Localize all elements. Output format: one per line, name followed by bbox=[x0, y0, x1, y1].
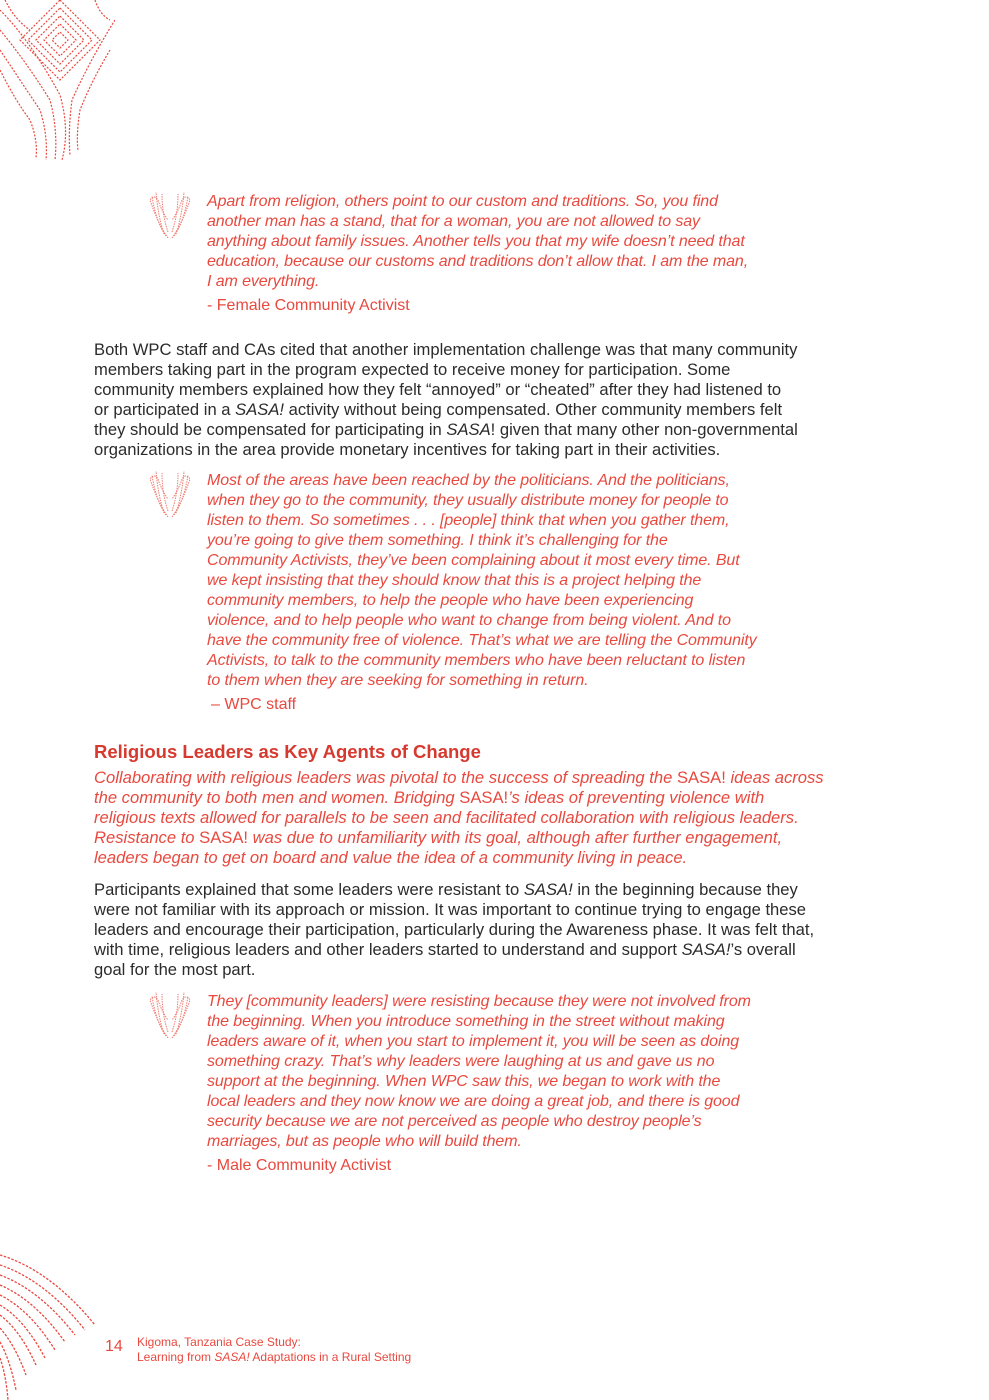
quote-3-attribution: - Male Community Activist bbox=[207, 1157, 392, 1174]
quote-line: listen to them. So sometimes . . . [people] think that when you gather them, bbox=[207, 512, 730, 529]
quote-line: Community Activists, they’ve been complaining about it most every time. But bbox=[207, 552, 740, 569]
paragraph-line: goal for the most part. bbox=[94, 960, 256, 979]
sasa-emphasis: SASA! bbox=[214, 1350, 250, 1364]
paragraph-line bbox=[94, 400, 894, 420]
quote-line: support at the beginning. When WPC saw this, we began to work with the bbox=[207, 1073, 721, 1090]
sasa-emphasis: SASA bbox=[446, 420, 491, 439]
footer-title-line-2 bbox=[137, 1350, 411, 1365]
corner-pattern-top bbox=[0, 0, 115, 160]
quote-line: something crazy. That’s why leaders were laughing at us and gave us no bbox=[207, 1053, 715, 1070]
quote-line: we kept insisting that they should know that this is a project helping the bbox=[207, 572, 702, 589]
quote-line: local leaders and they now know we are doing a great job, and there is good bbox=[207, 1093, 740, 1110]
body-paragraph-2 bbox=[94, 880, 894, 980]
quote-line: another man has a stand, that for a woman, you are not allowed to say bbox=[207, 213, 700, 230]
lead-line: religious texts allowed for parallels to be seen and facilitated collaboration with religious leaders. bbox=[94, 808, 799, 827]
paragraph-line bbox=[94, 420, 894, 440]
text-run: ! given that many other non-governmental bbox=[490, 420, 798, 439]
lead-line bbox=[94, 828, 899, 848]
section-heading: Religious Leaders as Key Agents of Change bbox=[94, 741, 481, 762]
quote-line: marriages, but as people who will build them. bbox=[207, 1133, 522, 1150]
text-run: activity without being compensated. Other community members felt bbox=[284, 400, 783, 419]
lead-line: leaders began to get on board and value the idea of a community living in peace. bbox=[94, 848, 688, 867]
quote-line: anything about family issues. Another tells you that my wife doesn’t need that bbox=[207, 233, 745, 250]
quote-line: Activists, to talk to the community members who have been reluctant to listen bbox=[207, 652, 746, 669]
hands-icon bbox=[146, 188, 194, 240]
text-run: ’s ideas of preventing violence with bbox=[508, 788, 765, 807]
quote-line: leaders aware of it, when you start to implement it, you will be seen as doing bbox=[207, 1033, 740, 1050]
text-run: they should be compensated for participating in bbox=[94, 420, 447, 439]
paragraph-line: Both WPC staff and CAs cited that another implementation challenge was that many community bbox=[94, 340, 798, 359]
quote-line: when they go to the community, they usually distribute money for people to bbox=[207, 492, 729, 509]
text-run: ’s overall bbox=[730, 940, 796, 959]
paragraph-line bbox=[94, 940, 894, 960]
paragraph-line: leaders and encourage their participation, particularly during the Awareness phase. It was felt that, bbox=[94, 920, 815, 939]
lead-line bbox=[94, 788, 899, 808]
quote-line: Apart from religion, others point to our custom and traditions. So, you find bbox=[207, 193, 718, 210]
quote-1-attribution: - Female Community Activist bbox=[207, 297, 410, 314]
quote-line: you’re going to give them something. I think it’s challenging for the bbox=[207, 532, 668, 549]
text-run: with time, religious leaders and other leaders started to understand and support bbox=[94, 940, 682, 959]
sasa-emphasis: SASA! bbox=[235, 400, 285, 419]
hands-icon bbox=[146, 467, 194, 519]
sasa-emphasis: SASA! bbox=[681, 940, 731, 959]
quote-line: I am everything. bbox=[207, 273, 320, 290]
quote-2-attribution: – WPC staff bbox=[211, 696, 297, 713]
quote-1-text bbox=[207, 192, 827, 292]
paragraph-line: members taking part in the program expected to receive money for participation. Some bbox=[94, 360, 731, 379]
paragraph-line: organizations in the area provide monetary incentives for taking part in their activities. bbox=[94, 440, 721, 459]
text-run: Participants explained that some leaders were resistant to bbox=[94, 880, 524, 899]
quote-3-text bbox=[207, 992, 827, 1152]
text-run: Learning from bbox=[137, 1350, 215, 1364]
quote-line: Most of the areas have been reached by the politicians. And the politicians, bbox=[207, 472, 730, 489]
paragraph-line: community members explained how they felt “annoyed” or “cheated” after they had listened to bbox=[94, 380, 782, 399]
paragraph-line bbox=[94, 880, 894, 900]
quote-line: education, because our customs and traditions don’t allow that. I am the man, bbox=[207, 253, 749, 270]
quote-2-text bbox=[207, 471, 827, 691]
quote-line: the beginning. When you introduce something in the street without making bbox=[207, 1013, 725, 1030]
quote-line: to them when they are seeking for something in return. bbox=[207, 672, 589, 689]
lead-line bbox=[94, 768, 899, 788]
text-run: or participated in a bbox=[94, 400, 236, 419]
quote-line: They [community leaders] were resisting because they were not involved from bbox=[207, 993, 751, 1010]
text-run: Adaptations in a Rural Setting bbox=[249, 1350, 412, 1364]
quote-line: community members, to help the people who have been experiencing bbox=[207, 592, 694, 609]
text-run: in the beginning because they bbox=[572, 880, 798, 899]
text-run: Resistance to bbox=[94, 828, 200, 847]
paragraph-line: were not familiar with its approach or mission. It was important to continue trying to engage these bbox=[94, 900, 807, 919]
sasa-emphasis: SASA! bbox=[523, 880, 573, 899]
corner-pattern-bottom bbox=[0, 1250, 110, 1400]
hands-icon bbox=[146, 988, 194, 1040]
sasa-name: SASA! bbox=[676, 768, 726, 787]
text-run: Collaborating with religious leaders was pivotal to the success of spreading the bbox=[94, 768, 677, 787]
text-run: the community to both men and women. Bridging bbox=[94, 788, 460, 807]
body-paragraph-1 bbox=[94, 340, 894, 460]
footer-title-line-1: Kigoma, Tanzania Case Study: bbox=[137, 1335, 301, 1349]
section-lead bbox=[94, 768, 899, 868]
text-run: was due to unfamiliarity with its goal, although after further engagement, bbox=[248, 828, 783, 847]
quote-line: have the community free of violence. That’s what we are telling the Community bbox=[207, 632, 757, 649]
quote-line: security because we are not perceived as people who destroy people’s bbox=[207, 1113, 702, 1130]
quote-line: violence, and to help people who want to change from being violent. And to bbox=[207, 612, 731, 629]
sasa-name: SASA! bbox=[459, 788, 509, 807]
page-number: 14 bbox=[105, 1338, 123, 1355]
sasa-name: SASA! bbox=[199, 828, 249, 847]
text-run: ideas across bbox=[725, 768, 824, 787]
